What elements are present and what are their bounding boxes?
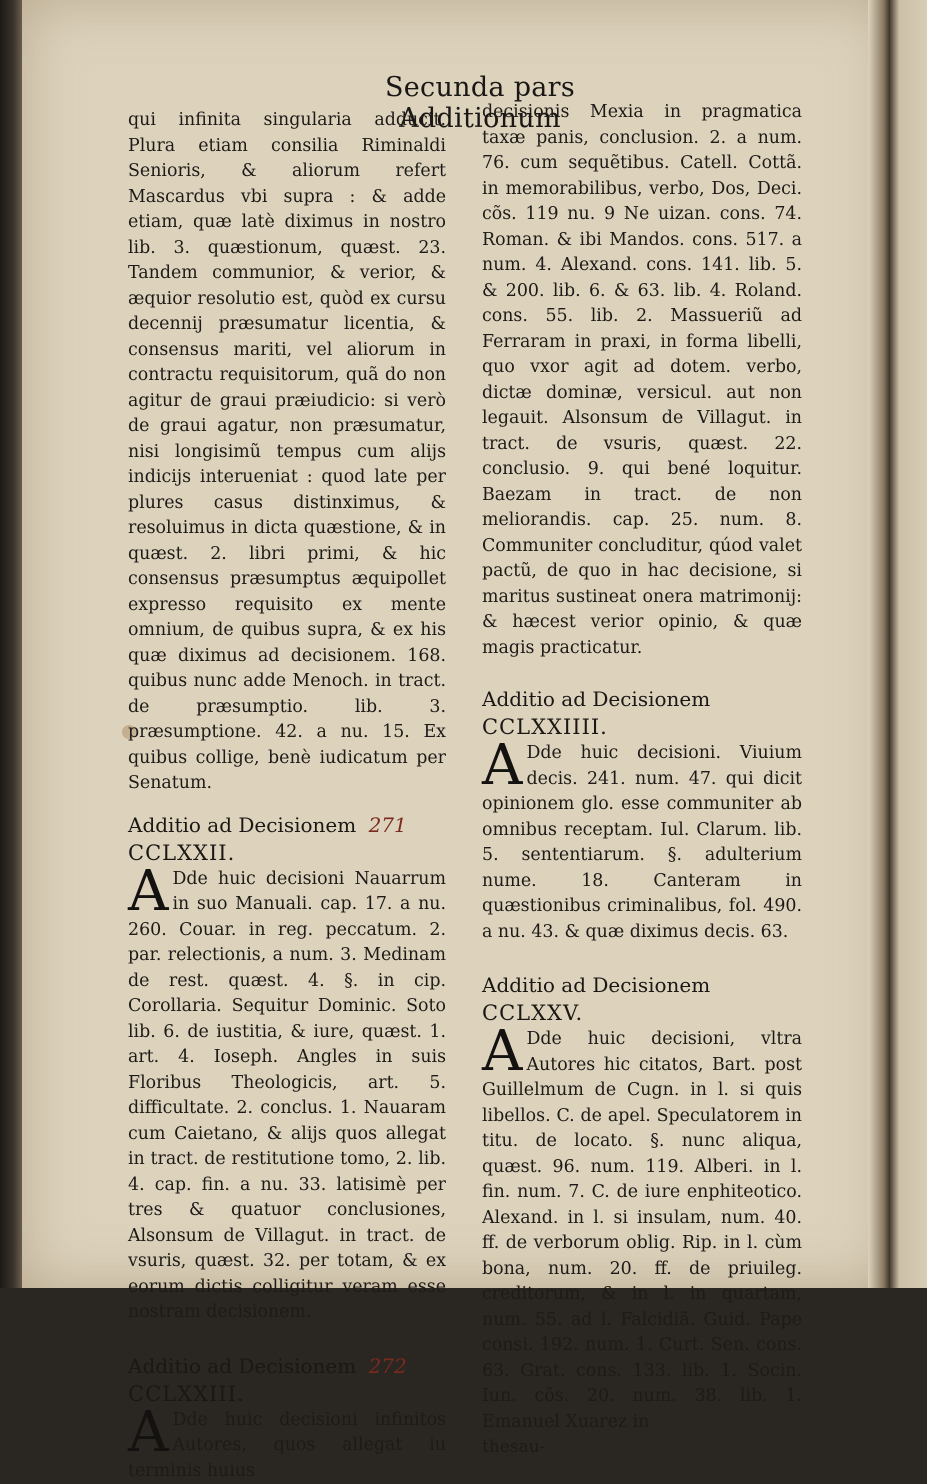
section-text: A Dde huic decisioni, vltra Autores hic citatos, Bart. post Guillelmum de Cugn. in l. si quis libellos. C. de apel. Speculatorem in titu. de locato. §. nunc aliqua, quæst. 96. num. 119. Alberi. in l. fin. num. 7. C. de iure enphiteotico. Alexand. in l. si insulam, num. 40. ff. de verborum oblig. Rip. in l. cùm bona, num. 20. ff. de priuileg. creditorum, & in l. in quartam, num. 55. ad l. Falcidiã. Guid. Pape consi. 192. num. 1. Curt. Sen. cons. 63. Grat. cons. 133. lib. 1. Socin. Iun. cõs. 20. num. 38. lib. 1. Emanuel Xuarez in (482, 1027, 802, 1435)
book-binding (0, 0, 22, 1288)
section-text: A Dde huic decisioni. Viuium decis. 241. num. 47. qui dicit opinionem glo. esse communiter ab omnibus receptam. Iul. Clarum. lib. 5. sententiarum. §. adulterium nume. 18. Canteram in quæstionibus criminalibus, fol. 490. a nu. 43. & quæ diximus decis. 63. (482, 741, 802, 945)
section-text: A Dde huic decisioni Nauarrum in suo Manuali. cap. 17. a nu. 260. Couar. in reg. peccatum. 2. par. relectionis, a num. 3. Medinam de rest. quæst. 4. §. in cip. Corollaria. Sequitur Dominic. Soto lib. 6. de iustitia, & iure, quæst. 1. art. 4. Ioseph. Angles in suis Floribus Theologicis, art. 5. difficultate. 2. conclus. 1. Nauaram cum Caietano, & alijs quos allegat in tract. de restitutione tomo, 2. lib. 4. cap. fin. a nu. 33. latisimè per tres & quatuor conclusiones, Alsonsum de Villagut. in tract. de vsuris, quæst. 32. per totam, & ex eorum dictis colligitur veram esse nostram decisionem. (128, 867, 446, 1326)
section-cclxxv (482, 971, 802, 1435)
page-gutter (868, 0, 890, 1288)
decision-numeral: CCLXXV. (482, 999, 802, 1027)
section-text: A Dde huic decisioni infinitos Autores, quos allegat iu terminis huius (128, 1408, 446, 1484)
section-heading: Additio ad Decisionem 271 (128, 811, 446, 839)
drop-capital: A (482, 743, 522, 789)
decision-numeral: CCLXXIIII. (482, 713, 802, 741)
decision-numeral: CCLXXIII. (128, 1380, 446, 1408)
running-head: Secunda pars Additionum (320, 72, 640, 134)
section-heading: Additio ad Decisionem (482, 971, 802, 999)
section-heading: Additio ad Decisionem (482, 685, 802, 713)
drop-capital: A (128, 869, 168, 915)
left-intro-text: qui infinita singularia adducit. Plura etiam consilia Riminaldi Senioris, & aliorum refert Mascardus vbi supra : & adde etiam, quæ latè diximus in nostro lib. 3. quæstionum, quæst. 23. Tandem communior, & verior, & æquior resolutio est, quòd ex cursu decennij præsumatur licentia, & consensus mariti, vel aliorum in contractu requisitorum, quã do non agitur de graui præiudicio: si verò de graui agatur, non præsumatur, nisi longisimũ tempus cum alijs indicijs interueniat : quod late per plures casus distinximus, & resoluimus in dicta quæstione, & in quæst. 2. libri primi, & hic consensus præsumptus æquipollet expresso requisito ex mente omnium, de quibus supra, & ex his quæ diximus ad decisionem. 168. quibus nunc adde Menoch. in tract. de præsumptio. lib. 3. præsumptione. 42. a nu. 15. Ex quibus collige, benè iudicatum per Senatum. (128, 108, 446, 797)
drop-capital: A (482, 1029, 522, 1075)
left-column (128, 108, 446, 1484)
catchword: thesau- (482, 1435, 802, 1461)
section-cclxxiii (128, 1352, 446, 1484)
decision-numeral: CCLXXII. (128, 839, 446, 867)
facing-page-edge (890, 0, 927, 1288)
drop-capital: A (128, 1410, 168, 1456)
section-cclxxiiii (482, 685, 802, 945)
section-heading: Additio ad Decisionem 272 (128, 1352, 446, 1380)
right-column (482, 100, 802, 1461)
handwritten-annotation: 272 (369, 1354, 407, 1378)
right-intro-text: decisionis Mexia in pragmatica taxæ panis, conclusion. 2. a num. 76. cum sequẽtibus. Catell. Cottã. in memorabilibus, verbo, Dos, Deci. cõs. 119 nu. 9 Ne uizan. cons. 74. Roman. & ibi Mandos. cons. 517. a num. 4. Alexand. cons. 141. lib. 5. & 200. lib. 6. & 63. lib. 4. Roland. cons. 55. lib. 2. Massueriũ ad Ferraram in praxi, in forma libelli, quo vxor agit ad dotem. verbo, dictæ dominæ, versicul. aut non legauit. Alsonsum de Villagut. in tract. de vsuris, quæst. 22. conclusio. 9. qui bené loquitur. Baezam in tract. de non meliorandis. cap. 25. num. 8. Communiter concluditur, qúod valet pactũ, de quo in hac decisione, si maritus sustineat onera matrimonij: & hæcest verior opinio, & quæ magis practicatur. (482, 100, 802, 661)
section-cclxxii (128, 811, 446, 1326)
handwritten-annotation: 271 (369, 813, 407, 837)
